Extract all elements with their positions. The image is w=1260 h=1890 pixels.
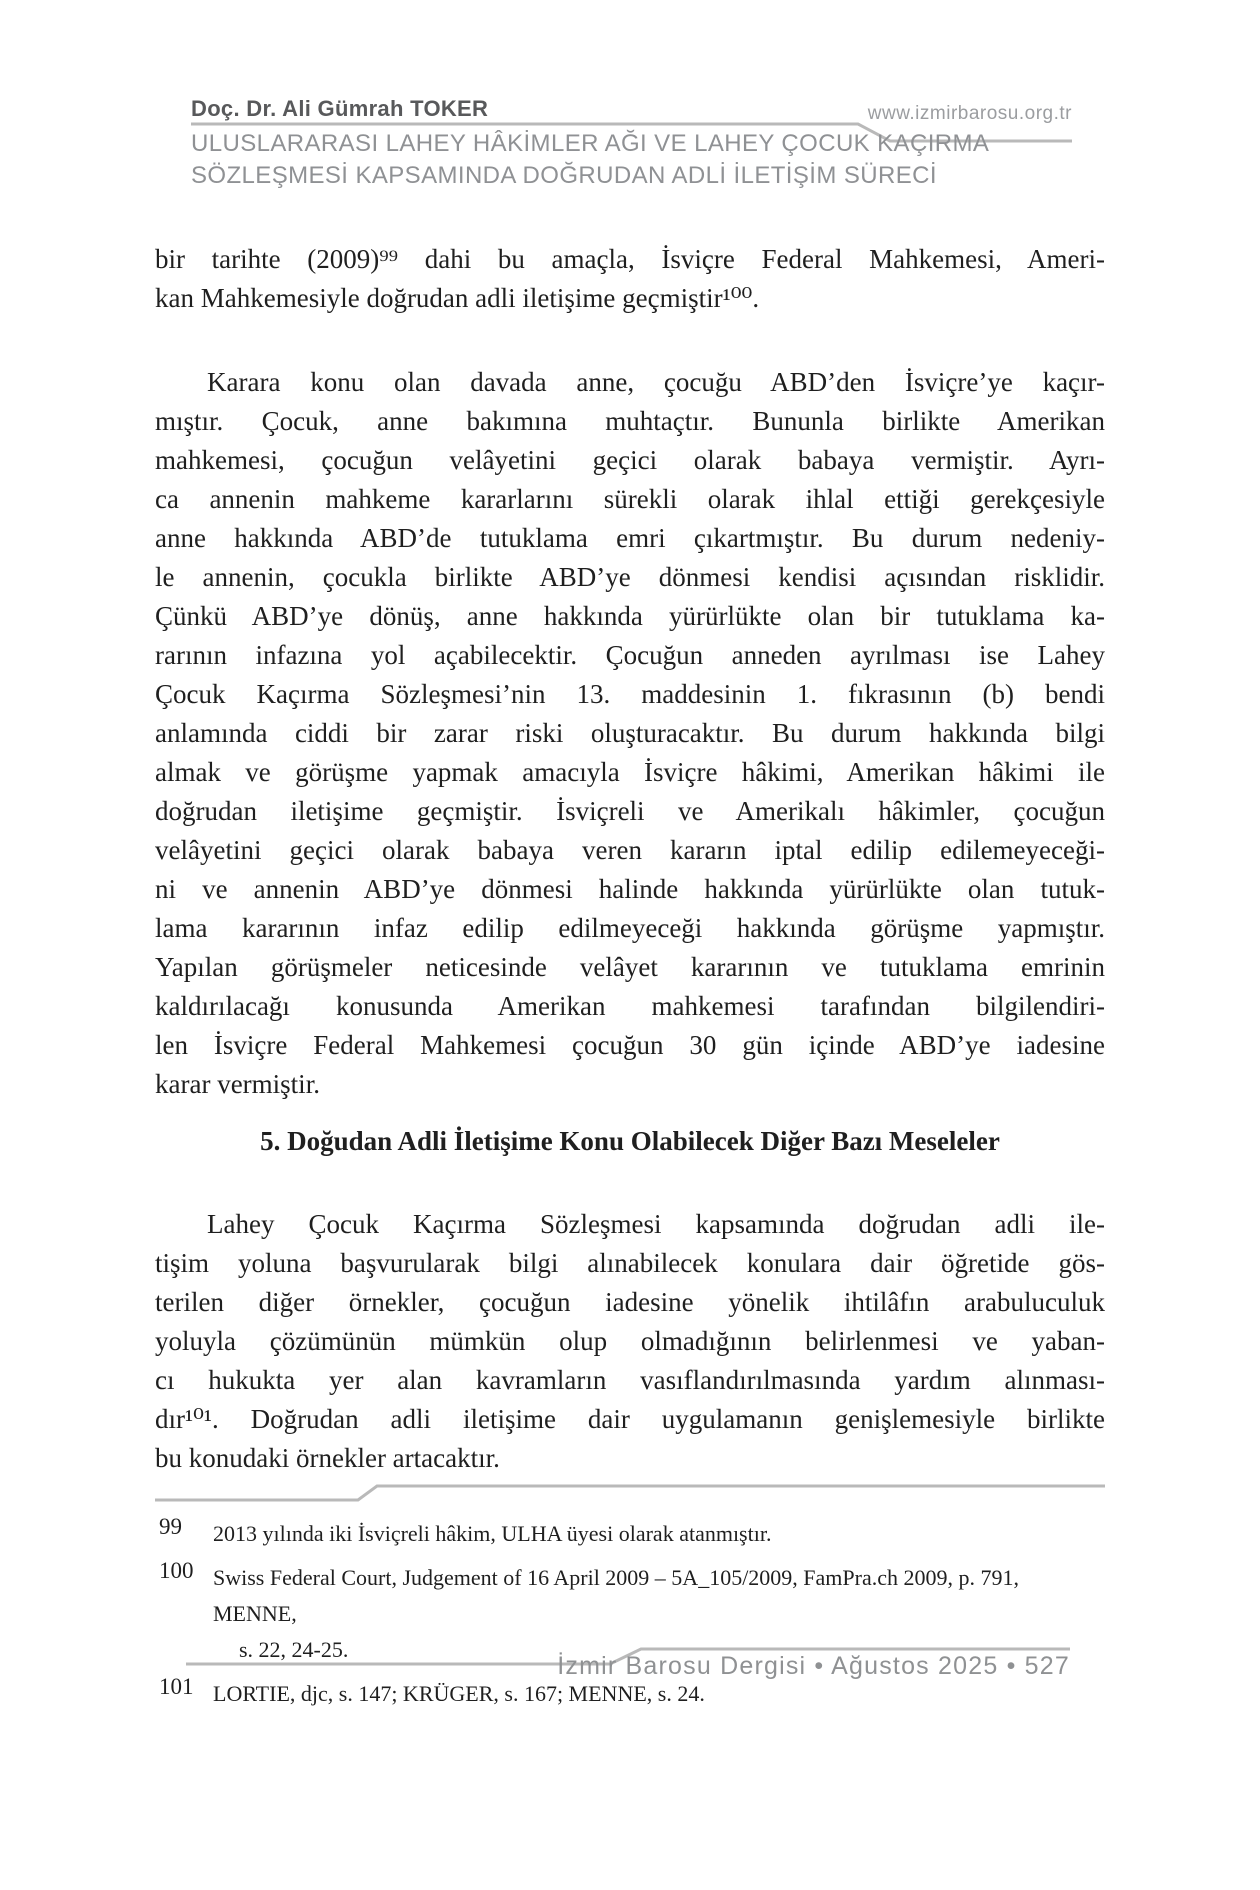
footnote-text: Swiss Federal Court, Judgement of 16 April 2009 – 5A_105/2009, FamPra.ch 2009, p. 791, MENNE, <box>213 1565 1020 1626</box>
section-heading: 5. Doğudan Adli İletişime Konu Olabilecek Diğer Bazı Meseleler <box>260 1126 1000 1156</box>
text-line: mahkemesi, çocuğun velâyetini geçici olarak babaya vermiştir. Ayrı- <box>155 445 1105 475</box>
text-line: Karara konu olan davada anne, çocuğu ABD’den İsviçre’ye kaçır- <box>207 367 1105 397</box>
text-line: bir tarihte (2009)⁹⁹ dahi bu amaçla, İsviçre Federal Mahkemesi, Ameri- <box>155 244 1105 274</box>
footnote-text: LORTIE, djc, s. 147; KRÜGER, s. 167; MENNE, s. 24. <box>213 1681 705 1706</box>
text-line: dır¹⁰¹. Doğrudan adli iletişime dair uygulamanın genişlemesiyle birlikte <box>155 1404 1105 1434</box>
article-title <box>191 128 989 192</box>
text-line: anne hakkında ABD’de tutuklama emri çıkartmıştır. Bu durum nedeniy- <box>155 523 1105 553</box>
footnotes-section <box>155 1516 1105 1720</box>
text-line: lama kararının infaz edilip edilmeyeceği hakkında görüşme yapmıştır. <box>155 913 1105 943</box>
footnote-99 <box>155 1516 1105 1552</box>
footnote-text: s. 22, 24-25. <box>239 1637 349 1662</box>
text-line: rarının infazına yol açabilecektir. Çocuğun anneden ayrılması ise Lahey <box>155 640 1105 670</box>
text-line: ni ve annenin ABD’ye dönmesi halinde hakkında yürürlükte olan tutuk- <box>155 874 1105 904</box>
text-line: kaldırılacağı konusunda Amerikan mahkemesi tarafından bilgilendiri- <box>155 991 1105 1021</box>
paragraph-continuation <box>155 240 1105 318</box>
text-line: anlamında ciddi bir zarar riski oluşturacaktır. Bu durum hakkında bilgi <box>155 718 1105 748</box>
page-footer: İzmir Barosu Dergisi • Ağustos 2025 • 527 <box>557 1652 1070 1680</box>
text-line: almak ve görüşme yapmak amacıyla İsviçre hâkimi, Amerikan hâkimi ile <box>155 757 1105 787</box>
text-line: kan Mahkemesiyle doğrudan adli iletişime geçmiştir¹⁰⁰. <box>155 283 760 313</box>
footnote-text: 2013 yılında iki İsviçreli hâkim, ULHA üyesi olarak atanmıştır. <box>213 1521 772 1546</box>
text-line: bu konudaki örnekler artacaktır. <box>155 1443 500 1473</box>
text-line: karar vermiştir. <box>155 1069 320 1099</box>
text-line: le annenin, çocukla birlikte ABD’ye dönmesi kendisi açısından risklidir. <box>155 562 1105 592</box>
text-line: Çocuk Kaçırma Sözleşmesi’nin 13. maddesinin 1. fıkrasının (b) bendi <box>155 679 1105 709</box>
text-line: len İsviçre Federal Mahkemesi çocuğun 30 gün içinde ABD’ye iadesine <box>155 1030 1105 1060</box>
footnote-number: 100 <box>159 1558 194 1583</box>
text-line: doğrudan iletişime geçmiştir. İsviçreli ve Amerikalı hâkimler, çocuğun <box>155 796 1105 826</box>
text-line: Lahey Çocuk Kaçırma Sözleşmesi kapsamında doğrudan adli ile- <box>207 1209 1105 1239</box>
text-line: terilen diğer örnekler, çocuğun iadesine yönelik ihtilâfın arabuluculuk <box>155 1287 1105 1317</box>
text-line: yoluyla çözümünün mümkün olup olmadığının belirlenmesi ve yaban- <box>155 1326 1105 1356</box>
footnote-number: 101 <box>159 1674 194 1699</box>
text-line: Yapılan görüşmeler neticesinde velâyet kararının ve tutuklama emrinin <box>155 952 1105 982</box>
text-line: cı hukukta yer alan kavramların vasıflandırılmasında yardım alınması- <box>155 1365 1105 1395</box>
footnote-number: 99 <box>159 1514 182 1539</box>
text-line: tişim yoluna başvurularak bilgi alınabilecek konulara dair öğretide gös- <box>155 1248 1105 1278</box>
text-line: Çünkü ABD’ye dönüş, anne hakkında yürürlükte olan bir tutuklama ka- <box>155 601 1105 631</box>
article-title-line1: ULUSLARARASI LAHEY HÂKİMLER AĞI VE LAHEY ÇOCUK KAÇIRMA <box>191 130 990 157</box>
text-line: ca annenin mahkeme kararlarını sürekli olarak ihlal ettiği gerekçesiyle <box>155 484 1105 514</box>
text-line: mıştır. Çocuk, anne bakımına muhtaçtır. Bununla birlikte Amerikan <box>155 406 1105 436</box>
footnote-101 <box>155 1676 1105 1712</box>
article-title-line2: SÖZLEŞMESİ KAPSAMINDA DOĞRUDAN ADLİ İLETİŞİM SÜRECİ <box>191 162 937 189</box>
paragraph-case-summary <box>155 363 1105 1104</box>
paragraph-other-issues <box>155 1205 1105 1478</box>
footnote-separator-rule <box>155 1486 1105 1500</box>
text-line: velâyetini geçici olarak babaya veren kararın iptal edilip edilemeyeceği- <box>155 835 1105 865</box>
website-url: www.izmirbarosu.org.tr <box>867 103 1072 124</box>
author-name: Doç. Dr. Ali Gümrah TOKER <box>191 96 489 121</box>
